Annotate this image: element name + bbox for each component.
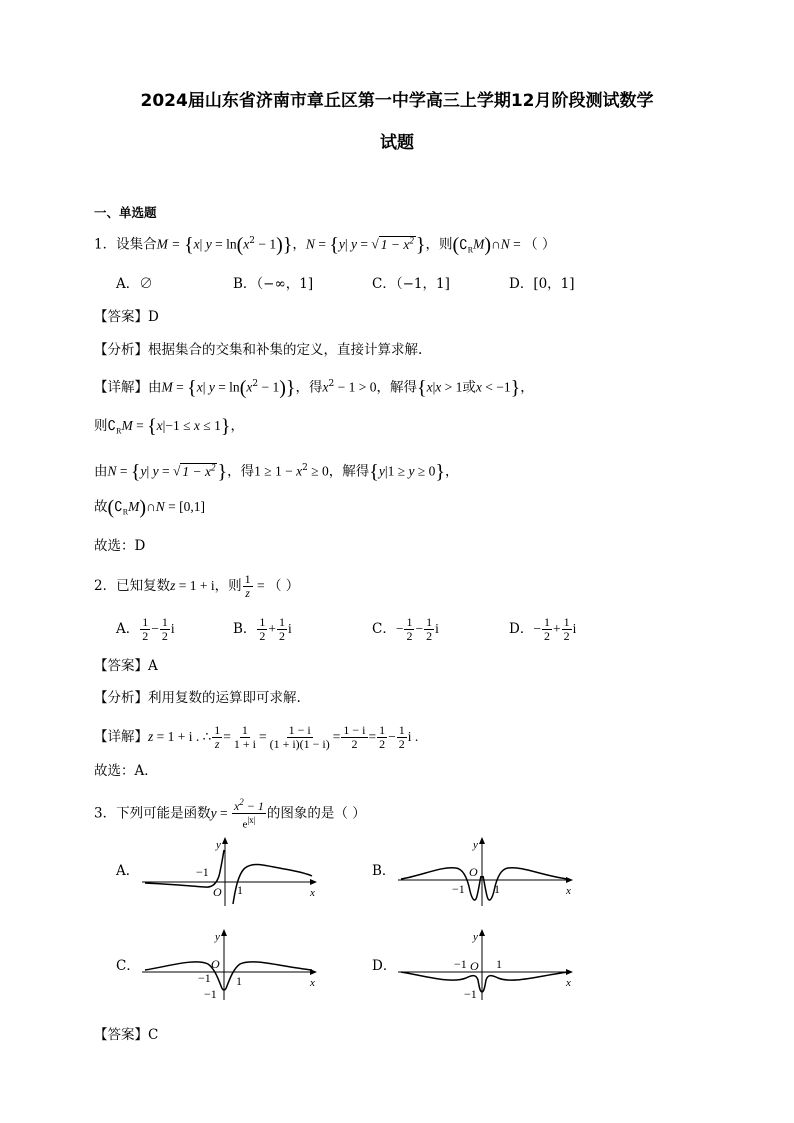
- math: $\frac{1}{2}$: [543, 615, 550, 643]
- math: $\frac{1}{2}$: [406, 615, 413, 643]
- q3-option-d-letter: D．: [372, 958, 397, 974]
- math: ∩: [491, 236, 501, 252]
- math: −: [395, 621, 404, 636]
- q2-number: 2．: [94, 578, 117, 594]
- q1-conclusion: 故选：D: [94, 538, 146, 554]
- math: $\frac{1}{z}$: [214, 723, 221, 751]
- math: (: [452, 234, 460, 256]
- tick-label: −1: [452, 882, 465, 896]
- detail-text: ，解得: [376, 379, 417, 396]
- analysis-text: 根据集合的交集和补集的定义，直接计算求解.: [148, 342, 423, 358]
- q1-stem-b: ，: [292, 236, 306, 253]
- math: }: [510, 377, 521, 399]
- math: N: [155, 499, 165, 514]
- math: |: [146, 463, 153, 479]
- q2-stem-b: ，则: [214, 578, 242, 594]
- math: $1 - x^2$: [182, 462, 216, 479]
- math: x: [193, 236, 200, 252]
- math: < −1: [481, 379, 511, 395]
- origin-label: O: [213, 885, 222, 899]
- q1-detail-line1: 【详解】由M = {x| $y = \ln(x^2 - 1)$}，得$x^2 - 1 > 0$，解得{x|x > 1或x < −1}，: [94, 377, 534, 399]
- tick-label: −1: [454, 957, 467, 971]
- math: x: [156, 418, 163, 433]
- answer-value: D: [148, 309, 159, 325]
- axis-label-x: x: [310, 977, 315, 989]
- math: (: [239, 377, 247, 399]
- math: −: [533, 621, 541, 636]
- math: =: [258, 729, 267, 744]
- q3-stem-a: 下列可能是函数: [116, 805, 211, 822]
- tick-label: −1: [198, 971, 211, 985]
- detail-text: ，: [445, 463, 459, 480]
- section-heading: 一、单选题: [94, 205, 157, 220]
- math: x: [435, 379, 442, 395]
- q1-stem-c: ，则: [425, 236, 453, 253]
- math: +: [552, 621, 561, 636]
- tick-label: 1: [496, 957, 502, 971]
- math: =: [172, 236, 180, 252]
- q1-stem-a: 设集合: [116, 236, 157, 253]
- tick-label: −1: [204, 987, 217, 1001]
- q1-option-d: D．[0，1]: [509, 276, 575, 292]
- math: y: [152, 463, 159, 479]
- math: |: [199, 236, 206, 252]
- math: x: [243, 236, 250, 252]
- q3-stem-b: 的图象的是（ ）: [266, 805, 366, 822]
- math: = ln: [211, 236, 237, 252]
- math: y: [408, 463, 415, 479]
- math: i: [170, 621, 175, 636]
- math: > 1: [441, 379, 463, 395]
- origin-label: O: [469, 865, 478, 879]
- math: }: [435, 461, 446, 483]
- math: $\frac{1}{2}$: [426, 615, 433, 643]
- math: {: [416, 377, 427, 399]
- math: y: [351, 236, 357, 252]
- tick-label: 1: [494, 882, 500, 896]
- math: |−1 ≤: [162, 418, 194, 433]
- math: y: [210, 805, 217, 821]
- math: }: [217, 461, 228, 483]
- q3-stem: [94, 796, 366, 832]
- math: 1 ≥ 1 −: [254, 463, 297, 479]
- math: $\frac{1}{2}$: [398, 723, 405, 751]
- math: x: [296, 463, 303, 479]
- math: $\frac{1}{2}$: [279, 615, 286, 643]
- math: $\frac{1}{2}$: [259, 615, 266, 643]
- option-letter: B．: [233, 621, 257, 637]
- math: =: [368, 729, 377, 744]
- math: ≥ 0: [307, 463, 329, 479]
- answer-value: A: [148, 658, 158, 674]
- math: i: [435, 621, 439, 636]
- math: {: [187, 377, 197, 399]
- math: $∁_R$: [459, 236, 474, 255]
- math: $∁_R$: [114, 499, 129, 517]
- option-letter: C．: [372, 621, 396, 637]
- math: ): [139, 496, 147, 519]
- math: =: [216, 805, 231, 821]
- math: |1 ≥: [384, 463, 409, 479]
- analysis-tag: 【分析】: [94, 690, 148, 706]
- q3-graph-c: [140, 928, 320, 1004]
- axis-label-x: x: [566, 885, 571, 897]
- math: y: [205, 236, 212, 252]
- axis-label-y: y: [473, 839, 478, 851]
- math: {: [147, 415, 157, 438]
- math: i .: [407, 729, 419, 744]
- math: |: [432, 379, 436, 395]
- q2-stem-a: 已知复数: [116, 578, 171, 594]
- math: M: [128, 499, 140, 514]
- math: =: [132, 418, 148, 433]
- math: z: [148, 729, 154, 744]
- q3-graph-d: [396, 928, 576, 1004]
- math: = 1 + i: [175, 578, 215, 593]
- math: −: [415, 621, 424, 636]
- q2-detail: [94, 724, 418, 751]
- math: {: [329, 234, 339, 256]
- math: z: [170, 578, 176, 593]
- math: =: [314, 236, 330, 252]
- math: = ln: [214, 379, 240, 395]
- math: x: [322, 379, 329, 395]
- math: i: [288, 621, 292, 636]
- math: =: [332, 729, 341, 744]
- math: $∁_R$: [107, 418, 122, 436]
- math: N: [500, 236, 510, 252]
- tick-label: 1: [237, 883, 243, 897]
- detail-text: ，得: [295, 379, 323, 396]
- q2-option-b: [233, 616, 292, 643]
- analysis-text: 利用复数的运算即可求解.: [148, 690, 301, 706]
- math: x: [193, 418, 200, 433]
- origin-label: O: [211, 957, 220, 971]
- q3-graph-a: [140, 836, 320, 908]
- analysis-tag: 【分析】: [94, 342, 148, 358]
- math: $1 - x^2$: [380, 235, 414, 252]
- math: y: [208, 379, 215, 395]
- math: )}: [276, 234, 293, 256]
- math: y: [338, 236, 345, 252]
- math: N: [107, 463, 117, 479]
- page-title: 2024届山东省济南市章丘区第一中学高三上学期12月阶段测试数学: [140, 91, 654, 111]
- q2-analysis: [94, 688, 301, 708]
- math: {: [369, 461, 379, 483]
- math: = 1 + i . ∴: [153, 729, 212, 744]
- math: ): [484, 234, 492, 256]
- tick-label: −1: [464, 987, 477, 1001]
- answer-tag: 【答案】: [94, 658, 148, 674]
- math: x: [246, 379, 253, 395]
- math: − 1: [258, 379, 280, 395]
- q1-stem-d: （ ）: [524, 236, 556, 253]
- option-letter: A．: [116, 621, 140, 637]
- q1-detail-line2: [94, 416, 244, 442]
- math: =: [509, 236, 525, 252]
- math: ≤ 1: [199, 418, 221, 433]
- math: x: [475, 379, 482, 395]
- math: x: [196, 379, 203, 395]
- detail-text: 由: [94, 463, 108, 480]
- q1-option-c: C．（−1，1]: [372, 276, 450, 292]
- detail-text: 故: [94, 499, 108, 515]
- tick-label: −1: [196, 865, 209, 879]
- q1-option-b: B．（−∞，1]: [233, 276, 314, 292]
- axis-label-y: y: [473, 931, 478, 943]
- math: y: [140, 463, 147, 479]
- math: )}: [279, 377, 296, 399]
- math: = [0,1]: [164, 499, 206, 514]
- math: ≥ 0: [414, 463, 436, 479]
- math: {: [130, 461, 141, 483]
- math: $\frac{1}{2}$: [379, 723, 386, 751]
- math: $\frac{1}{1 + i}$: [233, 723, 256, 751]
- axis-label-x: x: [566, 977, 571, 989]
- detail-text: 由: [148, 379, 162, 396]
- q1-number: 1．: [94, 236, 117, 253]
- q3-answer: [94, 1025, 158, 1045]
- page-title-line2: 试题: [380, 133, 414, 153]
- detail-text: 则: [94, 418, 108, 434]
- detail-tag: 【详解】: [94, 729, 148, 745]
- q3-option-a-letter: A．: [116, 863, 140, 879]
- math: ∩: [146, 499, 156, 514]
- axis-label-x: x: [310, 887, 315, 899]
- math: +: [268, 621, 277, 636]
- math: x: [426, 379, 433, 395]
- q3-option-c-letter: C．: [116, 958, 140, 974]
- answer-value: C: [148, 1027, 159, 1043]
- math: M: [156, 236, 168, 252]
- q2-option-a: [116, 616, 175, 643]
- option-letter: D．: [509, 621, 534, 637]
- axis-label-y: y: [215, 931, 220, 943]
- math: M: [473, 236, 485, 252]
- math: =: [253, 578, 268, 593]
- q2-answer: [94, 656, 158, 676]
- answer-tag: 【答案】: [94, 1027, 148, 1043]
- math: −: [151, 621, 159, 636]
- q1-answer: [94, 307, 159, 327]
- answer-tag: 【答案】: [94, 309, 148, 325]
- detail-text: ，: [230, 418, 244, 434]
- math: =: [116, 463, 131, 479]
- math: $\frac{1}{z}$: [244, 572, 251, 600]
- math: }: [415, 234, 426, 256]
- math: M: [121, 418, 133, 433]
- math: {: [184, 234, 194, 256]
- math: $\frac{x^2 - 1}{e^{|x|}}$: [233, 797, 264, 831]
- math: M: [161, 379, 173, 395]
- math: − 1 > 0: [334, 379, 377, 395]
- detail-text: ，: [520, 379, 534, 396]
- math: −: [388, 729, 396, 744]
- math: }: [220, 415, 231, 438]
- q1-detail-line3: 由N = {y| y = √ $1 - x^2$ }，得$1 \ge 1 - x^2 \ge 0$，解得{y|1 ≥ y ≥ 0}，: [94, 461, 459, 483]
- q2-conclusion: 故选：A．: [94, 763, 158, 779]
- q2-option-d: [509, 616, 576, 643]
- math: 或: [462, 379, 476, 396]
- q1-stem: 1．设集合M = {x| $y = \ln(x^2 - 1)$}，N = {y| y = √ $1 - x^2$ }，则$(∁_RM)\cap N$ = （ ）: [94, 234, 556, 256]
- math: y: [378, 463, 385, 479]
- math: $\frac{1 - i}{2}$: [343, 723, 366, 751]
- math: (: [107, 496, 115, 519]
- axis-label-y: y: [216, 839, 221, 851]
- math: i: [572, 621, 577, 636]
- math: =: [172, 379, 188, 395]
- q2-stem: [94, 573, 299, 600]
- q2-option-c: [372, 616, 439, 643]
- q1-option-a: A．∅: [116, 276, 153, 292]
- math: |: [344, 236, 351, 252]
- q1-analysis: [94, 340, 422, 360]
- q1-detail-line4: [94, 497, 205, 523]
- origin-label: O: [470, 959, 479, 973]
- tick-label: 1: [236, 974, 242, 988]
- math: N: [305, 236, 315, 252]
- q3-number: 3．: [94, 805, 117, 822]
- detail-tag: 【详解】: [94, 379, 148, 396]
- detail-text: ，解得: [328, 463, 370, 480]
- q3-option-b-letter: B．: [372, 863, 396, 879]
- math: = √: [357, 236, 379, 252]
- q3-graph-b: [396, 836, 576, 908]
- math: − 1: [255, 236, 277, 252]
- math: =: [223, 729, 231, 744]
- math: (: [236, 234, 244, 256]
- math: $\frac{1}{2}$: [563, 615, 570, 643]
- math: $\frac{1 - i}{(1 + i)(1 - i)}$: [269, 723, 330, 751]
- math: |: [202, 379, 209, 395]
- detail-text: ，得: [227, 463, 255, 480]
- math: = √: [158, 463, 181, 479]
- math: $\frac{1}{2}$: [161, 615, 168, 643]
- math: $\frac{1}{2}$: [142, 615, 149, 643]
- q2-stem-c: （ ）: [267, 578, 300, 594]
